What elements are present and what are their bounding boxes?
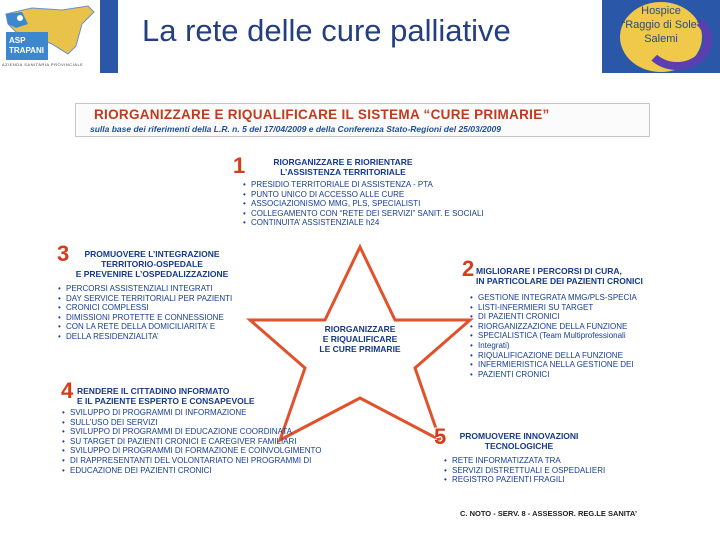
page-title: La rete delle cure palliative [142, 13, 511, 48]
list-item: • LISTI-INFERMIERI SU TARGET [470, 303, 637, 313]
hospice-logo-line1: Hospice [641, 5, 681, 17]
list-item: • PERCORSI ASSISTENZIALI INTEGRATI [58, 284, 232, 294]
list-item: • DAY SERVICE TERRITORIALI PER PAZIENTI [58, 294, 232, 304]
section-number-3: 3 [57, 241, 70, 266]
center-line-2: E RIQUALIFICARE [322, 334, 398, 344]
list-item: • PUNTO UNICO DI ACCESSO ALLE CURE [243, 190, 484, 200]
section-5-list [444, 456, 605, 485]
list-item: • ASSOCIAZIONISMO MMG, PLS, SPECIALISTI [243, 199, 484, 209]
list-item: • GESTIONE INTEGRATA MMG/PLS-SPECIA [470, 293, 637, 303]
section-5-title-line2: TECNOLOGICHE [484, 441, 554, 451]
section-3-title-line1: PROMUOVERE L’INTEGRAZIONE [84, 249, 220, 259]
center-line-1: RIORGANIZZARE [324, 324, 396, 334]
list-item: • REGISTRO PAZIENTI FRAGILI [444, 475, 605, 485]
section-1-title-line1: RIORGANIZZARE E RIORIENTARE [273, 157, 413, 167]
list-item: • SULL’USO DEI SERVIZI [62, 418, 321, 428]
section-2-list [470, 293, 637, 379]
asp-logo-caption: AZIENDA SANITARIA PROVINCIALE [2, 62, 84, 67]
star-center-label [300, 324, 420, 354]
section-4-title-line1: RENDERE IL CITTADINO INFORMATO [77, 386, 230, 396]
banner-heading: RIORGANIZZARE E RIQUALIFICARE IL SISTEMA “CURE PRIMARIE” [94, 107, 550, 122]
hospice-logo-line2: “Raggio di Sole” [621, 19, 701, 31]
list-item: • CON LA RETE DELLA DOMICILIARITA’ E [58, 322, 232, 332]
section-1-title [258, 157, 428, 177]
list-item: • DI RAPPRESENTANTI DEL VOLONTARIATO NEI PROGRAMMI DI [62, 456, 321, 466]
list-item: • DIMISSIONI PROTETTE E CONNESSIONE [58, 313, 232, 323]
list-item: • EDUCAZIONE DEI PAZIENTI CRONICI [62, 466, 321, 476]
list-item: • DELLA RESIDENZIALITA’ [58, 332, 232, 342]
section-number-1: 1 [233, 153, 246, 178]
section-1-title-line2: L’ASSISTENZA TERRITORIALE [280, 167, 406, 177]
author-credit: C. NOTO - SERV. 8 - ASSESSOR. REG.LE SANITA’ [460, 509, 637, 518]
list-item: • PAZIENTI CRONICI [470, 370, 637, 380]
section-number-2: 2 [462, 256, 475, 281]
section-3-list [58, 284, 232, 342]
section-1-list [243, 180, 484, 228]
list-item: • RIORGANIZZAZIONE DELLA FUNZIONE [470, 322, 637, 332]
asp-logo-line2: TRAPANI [9, 46, 44, 55]
section-4-title-line2: E IL PAZIENTE ESPERTO E CONSAPEVOLE [77, 396, 255, 406]
list-item: • SERVIZI DISTRETTUALI E OSPEDALIERI [444, 466, 605, 476]
list-item: • RETE INFORMATIZZATA TRA [444, 456, 605, 466]
hospice-logo-line3: Salemi [644, 33, 678, 45]
section-3-title-line2: TERRITORIO-OSPEDALE [101, 259, 203, 269]
section-3-title [64, 249, 240, 279]
asp-logo-line1: ASP [9, 36, 26, 45]
list-item: • SU TARGET DI PAZIENTI CRONICI E CAREGIVER FAMILIARI [62, 437, 321, 447]
list-item: • RIQUALIFICAZIONE DELLA FUNZIONE [470, 351, 637, 361]
list-item: • Integrati) [470, 341, 637, 351]
list-item: • CONTINUITA’ ASSISTENZIALE h24 [243, 218, 484, 228]
list-item: • COLLEGAMENTO CON “RETE DEI SERVIZI” SANIT. E SOCIALI [243, 209, 484, 219]
section-number-4: 4 [61, 378, 74, 403]
section-number-5: 5 [434, 424, 447, 449]
banner-subheading: sulla base dei riferimenti della L.R. n. 5 del 17/04/2009 e della Conferenza Stato-Regioni del 25/03/2009 [90, 124, 501, 134]
list-item: • PRESIDIO TERRITORIALE DI ASSISTENZA - PTA [243, 180, 484, 190]
section-2-title [476, 266, 643, 286]
section-4-title [77, 386, 255, 406]
list-item: • SPECIALISTICA (Team Multiprofessionali [470, 331, 637, 341]
list-item: • INFERMIERISTICA NELLA GESTIONE DEI [470, 360, 637, 370]
center-line-3: LE CURE PRIMARIE [319, 344, 401, 354]
list-item: • SVILUPPO DI PROGRAMMI DI INFORMAZIONE [62, 408, 321, 418]
section-4-list [62, 408, 321, 475]
section-5-title-line1: PROMUOVERE INNOVAZIONI [459, 431, 579, 441]
section-5-title [449, 431, 589, 451]
list-item: • SVILUPPO DI PROGRAMMI DI FORMAZIONE E COINVOLGIMENTO [62, 446, 321, 456]
section-3-title-line3: E PREVENIRE L’OSPEDALIZZAZIONE [75, 269, 229, 279]
section-2-title-line2: IN PARTICOLARE DEI PAZIENTI CRONICI [476, 276, 643, 286]
list-item: • CRONICI COMPLESSI [58, 303, 232, 313]
section-2-title-line1: MIGLIORARE I PERCORSI DI CURA, [476, 266, 622, 276]
list-item: • SVILUPPO DI PROGRAMMI DI EDUCAZIONE COORDINATA [62, 427, 321, 437]
list-item: • DI PAZIENTI CRONICI [470, 312, 637, 322]
